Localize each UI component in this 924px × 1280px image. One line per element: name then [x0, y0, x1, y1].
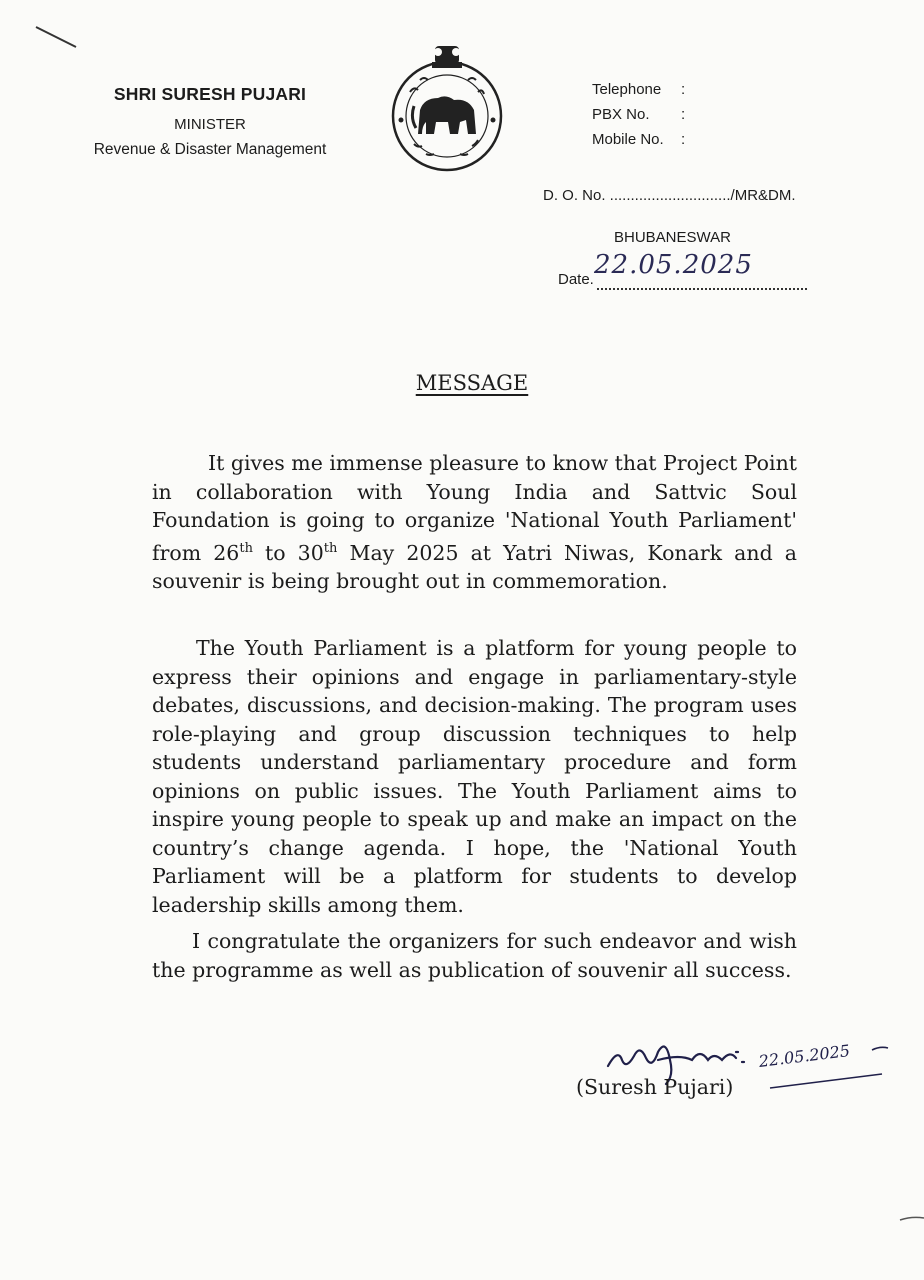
pbx-row	[592, 106, 686, 123]
handwritten-date: 22.05.2025	[594, 250, 753, 280]
minister-department: Revenue & Disaster Management	[93, 141, 327, 158]
separator: :	[681, 131, 686, 148]
separator: :	[681, 106, 686, 123]
telephone-label: Telephone	[592, 81, 662, 98]
telephone-row	[592, 81, 686, 98]
signatory-name: (Suresh Pujari)	[576, 1075, 734, 1099]
margin-pen-mark	[34, 24, 78, 50]
odisha-state-emblem-icon	[384, 40, 510, 172]
do-number: D. O. No. ............................./MR&DM.	[543, 187, 796, 204]
message-paragraph: It gives me immense pleasure to know that Project Point in collaboration with Young India and Sattvic Soul Foundation is going to organize 'National Youth Parliament' from 26th to 30th May 2025 at Yatri Niwas, Konark and a souvenir is being brought out in commemoration.	[152, 451, 798, 593]
date-label: Date.	[558, 271, 594, 288]
place: BHUBANESWAR	[614, 229, 731, 246]
minister-name: SHRI SURESH PUJARI	[113, 84, 307, 104]
pbx-label: PBX No.	[592, 106, 650, 123]
message-paragraph: The Youth Parliament is a platform for young people to express their opinions and engage in parliamentary-style debates, discussions, and decision-making. The program uses role-playing and group discussion techniques to help students understand parliamentary procedure and form opinions on public issues. The Youth Parliament aims to inspire young people to speak up and make an impact on the country’s change agenda. I hope, the 'National Youth Parliament will be a platform for students to develop leadership skills among them.	[152, 636, 797, 917]
mobile-row	[592, 131, 686, 148]
signature-date	[757, 1038, 900, 1098]
minister-title: MINISTER	[174, 116, 246, 133]
mobile-label: Mobile No.	[592, 131, 664, 148]
margin-pen-mark	[898, 1210, 924, 1226]
separator: :	[681, 81, 686, 98]
message-paragraph: I congratulate the organizers for such endeavor and wish the programme as well as publication of souvenir all success.	[152, 929, 797, 982]
signature-date-text: 22.05.2025	[757, 1040, 851, 1071]
message-heading: MESSAGE	[415, 371, 529, 395]
